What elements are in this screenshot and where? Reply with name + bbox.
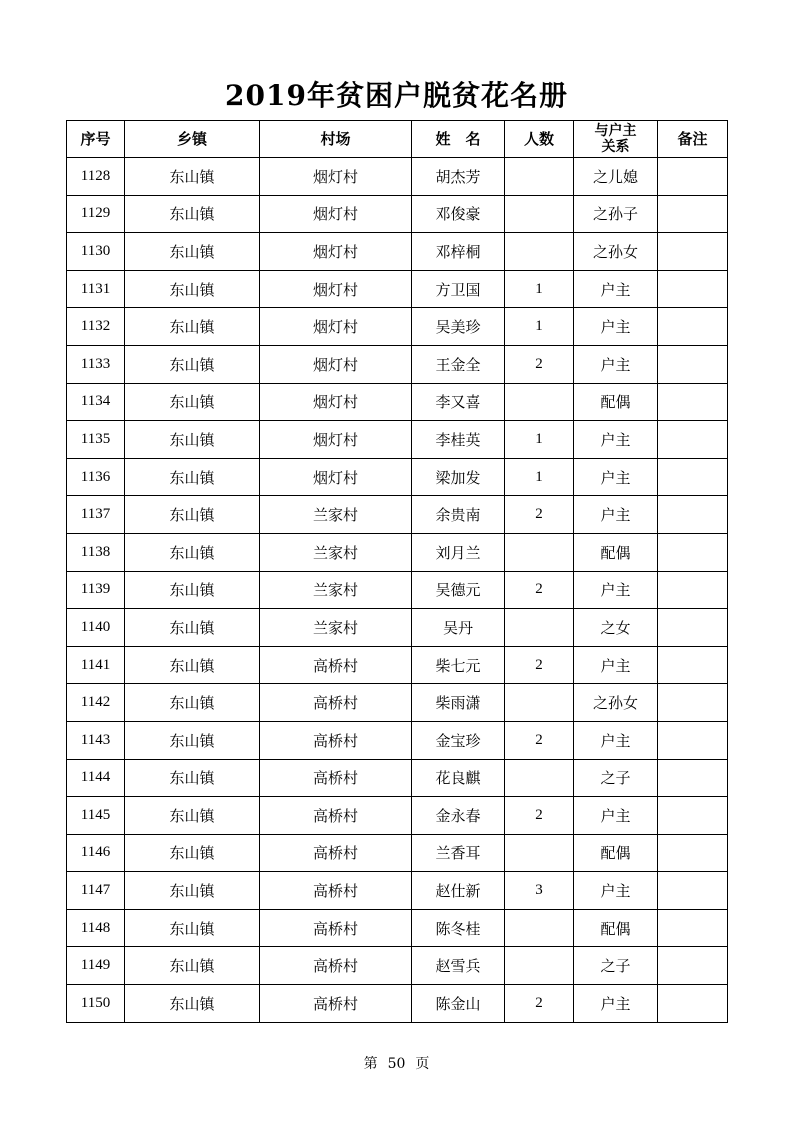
table-row [67, 684, 728, 722]
table-row [67, 458, 728, 496]
cell-village: 高桥村 [260, 985, 412, 1023]
header-relation [574, 121, 658, 158]
cell-household-size: 2 [505, 646, 574, 684]
cell-relation: 户主 [574, 646, 658, 684]
cell-village: 兰家村 [260, 533, 412, 571]
table-row [67, 195, 728, 233]
cell-index: 1128 [67, 158, 125, 196]
cell-name: 赵仕新 [412, 872, 505, 910]
cell-index: 1134 [67, 383, 125, 421]
cell-household-size [505, 834, 574, 872]
page-footer [0, 1054, 793, 1074]
table-row [67, 308, 728, 346]
cell-village: 兰家村 [260, 571, 412, 609]
cell-township: 东山镇 [125, 458, 260, 496]
cell-township: 东山镇 [125, 834, 260, 872]
cell-village: 烟灯村 [260, 421, 412, 459]
cell-township: 东山镇 [125, 797, 260, 835]
cell-relation: 配偶 [574, 909, 658, 947]
cell-relation: 之女 [574, 609, 658, 647]
cell-name: 兰香耳 [412, 834, 505, 872]
cell-village: 兰家村 [260, 496, 412, 534]
cell-township: 东山镇 [125, 609, 260, 647]
cell-name: 金宝珍 [412, 721, 505, 759]
table-row [67, 797, 728, 835]
cell-name: 李又喜 [412, 383, 505, 421]
cell-township: 东山镇 [125, 158, 260, 196]
cell-household-size [505, 684, 574, 722]
cell-name: 柴七元 [412, 646, 505, 684]
cell-index: 1145 [67, 797, 125, 835]
cell-relation: 配偶 [574, 834, 658, 872]
cell-remarks [658, 345, 728, 383]
header-village: 村场 [260, 121, 412, 158]
cell-remarks [658, 872, 728, 910]
register-table [66, 120, 728, 1023]
cell-relation: 之子 [574, 759, 658, 797]
cell-relation: 户主 [574, 270, 658, 308]
cell-relation: 之孙女 [574, 233, 658, 271]
cell-index: 1148 [67, 909, 125, 947]
cell-household-size: 1 [505, 421, 574, 459]
cell-township: 东山镇 [125, 985, 260, 1023]
page-suffix: 页 [415, 1056, 430, 1072]
cell-township: 东山镇 [125, 270, 260, 308]
cell-index: 1132 [67, 308, 125, 346]
table-row [67, 609, 728, 647]
cell-name: 吴德元 [412, 571, 505, 609]
table-row [67, 233, 728, 271]
cell-relation: 之子 [574, 947, 658, 985]
header-township: 乡镇 [125, 121, 260, 158]
cell-relation: 户主 [574, 985, 658, 1023]
cell-index: 1141 [67, 646, 125, 684]
cell-household-size [505, 947, 574, 985]
cell-name: 刘月兰 [412, 533, 505, 571]
cell-household-size: 2 [505, 571, 574, 609]
cell-household-size [505, 383, 574, 421]
cell-name: 方卫国 [412, 270, 505, 308]
table-row [67, 533, 728, 571]
cell-remarks [658, 721, 728, 759]
cell-township: 东山镇 [125, 308, 260, 346]
cell-relation: 户主 [574, 345, 658, 383]
header-relation-line: 与户主 [594, 123, 637, 139]
cell-village: 高桥村 [260, 797, 412, 835]
cell-remarks [658, 383, 728, 421]
table-row [67, 345, 728, 383]
cell-relation: 之儿媳 [574, 158, 658, 196]
cell-name: 李桂英 [412, 421, 505, 459]
table-row [67, 985, 728, 1023]
table-row [67, 496, 728, 534]
cell-name: 王金全 [412, 345, 505, 383]
cell-household-size: 2 [505, 345, 574, 383]
table-row [67, 158, 728, 196]
cell-village: 高桥村 [260, 834, 412, 872]
cell-remarks [658, 909, 728, 947]
cell-remarks [658, 646, 728, 684]
cell-index: 1133 [67, 345, 125, 383]
table-row [67, 571, 728, 609]
cell-name: 陈冬桂 [412, 909, 505, 947]
cell-village: 烟灯村 [260, 270, 412, 308]
cell-village: 高桥村 [260, 909, 412, 947]
cell-name: 柴雨潇 [412, 684, 505, 722]
cell-index: 1139 [67, 571, 125, 609]
cell-household-size: 2 [505, 985, 574, 1023]
cell-remarks [658, 947, 728, 985]
cell-remarks [658, 270, 728, 308]
cell-household-size [505, 158, 574, 196]
table-header [67, 121, 728, 158]
cell-township: 东山镇 [125, 421, 260, 459]
cell-index: 1129 [67, 195, 125, 233]
cell-village: 烟灯村 [260, 233, 412, 271]
cell-township: 东山镇 [125, 571, 260, 609]
table-row [67, 759, 728, 797]
cell-household-size [505, 909, 574, 947]
cell-index: 1138 [67, 533, 125, 571]
cell-name: 梁加发 [412, 458, 505, 496]
cell-remarks [658, 233, 728, 271]
cell-village: 高桥村 [260, 872, 412, 910]
header-name: 姓 名 [412, 121, 505, 158]
cell-household-size: 1 [505, 308, 574, 346]
cell-remarks [658, 496, 728, 534]
cell-index: 1131 [67, 270, 125, 308]
cell-remarks [658, 759, 728, 797]
cell-index: 1130 [67, 233, 125, 271]
cell-name: 邓梓桐 [412, 233, 505, 271]
cell-village: 高桥村 [260, 759, 412, 797]
cell-relation: 户主 [574, 458, 658, 496]
cell-village: 兰家村 [260, 609, 412, 647]
header-row [67, 121, 728, 158]
cell-township: 东山镇 [125, 947, 260, 985]
cell-remarks [658, 985, 728, 1023]
table-row [67, 646, 728, 684]
cell-name: 吴丹 [412, 609, 505, 647]
cell-village: 高桥村 [260, 721, 412, 759]
cell-name: 花良麒 [412, 759, 505, 797]
cell-relation: 户主 [574, 571, 658, 609]
cell-relation: 户主 [574, 872, 658, 910]
table-row [67, 872, 728, 910]
cell-township: 东山镇 [125, 646, 260, 684]
cell-household-size: 2 [505, 496, 574, 534]
cell-village: 烟灯村 [260, 345, 412, 383]
cell-index: 1149 [67, 947, 125, 985]
cell-name: 吴美珍 [412, 308, 505, 346]
cell-index: 1135 [67, 421, 125, 459]
cell-village: 高桥村 [260, 646, 412, 684]
cell-relation: 户主 [574, 421, 658, 459]
cell-township: 东山镇 [125, 759, 260, 797]
table-body [67, 158, 728, 1023]
cell-household-size [505, 759, 574, 797]
table-row [67, 909, 728, 947]
cell-township: 东山镇 [125, 909, 260, 947]
cell-township: 东山镇 [125, 721, 260, 759]
cell-household-size: 2 [505, 721, 574, 759]
cell-index: 1150 [67, 985, 125, 1023]
cell-remarks [658, 571, 728, 609]
cell-remarks [658, 834, 728, 872]
header-household-size: 人数 [505, 121, 574, 158]
cell-index: 1146 [67, 834, 125, 872]
cell-remarks [658, 797, 728, 835]
cell-name: 金永春 [412, 797, 505, 835]
cell-household-size: 1 [505, 458, 574, 496]
cell-index: 1147 [67, 872, 125, 910]
cell-name: 余贵南 [412, 496, 505, 534]
cell-township: 东山镇 [125, 684, 260, 722]
cell-household-size [505, 233, 574, 271]
cell-name: 胡杰芳 [412, 158, 505, 196]
cell-village: 烟灯村 [260, 158, 412, 196]
cell-relation: 户主 [574, 721, 658, 759]
header-relation-line: 关系 [601, 139, 630, 155]
cell-village: 烟灯村 [260, 195, 412, 233]
cell-household-size [505, 195, 574, 233]
table-row [67, 421, 728, 459]
cell-township: 东山镇 [125, 233, 260, 271]
cell-remarks [658, 308, 728, 346]
cell-index: 1140 [67, 609, 125, 647]
cell-relation: 之孙女 [574, 684, 658, 722]
cell-index: 1144 [67, 759, 125, 797]
cell-relation: 户主 [574, 496, 658, 534]
cell-household-size: 1 [505, 270, 574, 308]
cell-index: 1142 [67, 684, 125, 722]
cell-village: 烟灯村 [260, 458, 412, 496]
cell-remarks [658, 684, 728, 722]
cell-township: 东山镇 [125, 533, 260, 571]
cell-name: 陈金山 [412, 985, 505, 1023]
cell-remarks [658, 195, 728, 233]
cell-township: 东山镇 [125, 383, 260, 421]
cell-township: 东山镇 [125, 195, 260, 233]
cell-index: 1137 [67, 496, 125, 534]
cell-name: 邓俊豪 [412, 195, 505, 233]
cell-relation: 户主 [574, 797, 658, 835]
cell-remarks [658, 458, 728, 496]
table-row [67, 721, 728, 759]
cell-relation: 之孙子 [574, 195, 658, 233]
cell-index: 1143 [67, 721, 125, 759]
table-row [67, 383, 728, 421]
cell-township: 东山镇 [125, 496, 260, 534]
table-row [67, 947, 728, 985]
table-row [67, 270, 728, 308]
cell-index: 1136 [67, 458, 125, 496]
cell-village: 烟灯村 [260, 383, 412, 421]
page-title: 2019年贫困户脱贫花名册 [225, 79, 568, 112]
cell-household-size [505, 609, 574, 647]
cell-remarks [658, 421, 728, 459]
cell-relation: 配偶 [574, 383, 658, 421]
cell-village: 烟灯村 [260, 308, 412, 346]
table-row [67, 834, 728, 872]
cell-name: 赵雪兵 [412, 947, 505, 985]
cell-household-size: 3 [505, 872, 574, 910]
cell-remarks [658, 533, 728, 571]
cell-remarks [658, 158, 728, 196]
cell-household-size: 2 [505, 797, 574, 835]
cell-remarks [658, 609, 728, 647]
cell-township: 东山镇 [125, 345, 260, 383]
header-index: 序号 [67, 121, 125, 158]
header-remarks: 备注 [658, 121, 728, 158]
cell-relation: 户主 [574, 308, 658, 346]
cell-township: 东山镇 [125, 872, 260, 910]
cell-village: 高桥村 [260, 684, 412, 722]
page-number: 50 [387, 1056, 406, 1072]
page-prefix: 第 [363, 1056, 378, 1072]
cell-household-size [505, 533, 574, 571]
cell-relation: 配偶 [574, 533, 658, 571]
cell-village: 高桥村 [260, 947, 412, 985]
